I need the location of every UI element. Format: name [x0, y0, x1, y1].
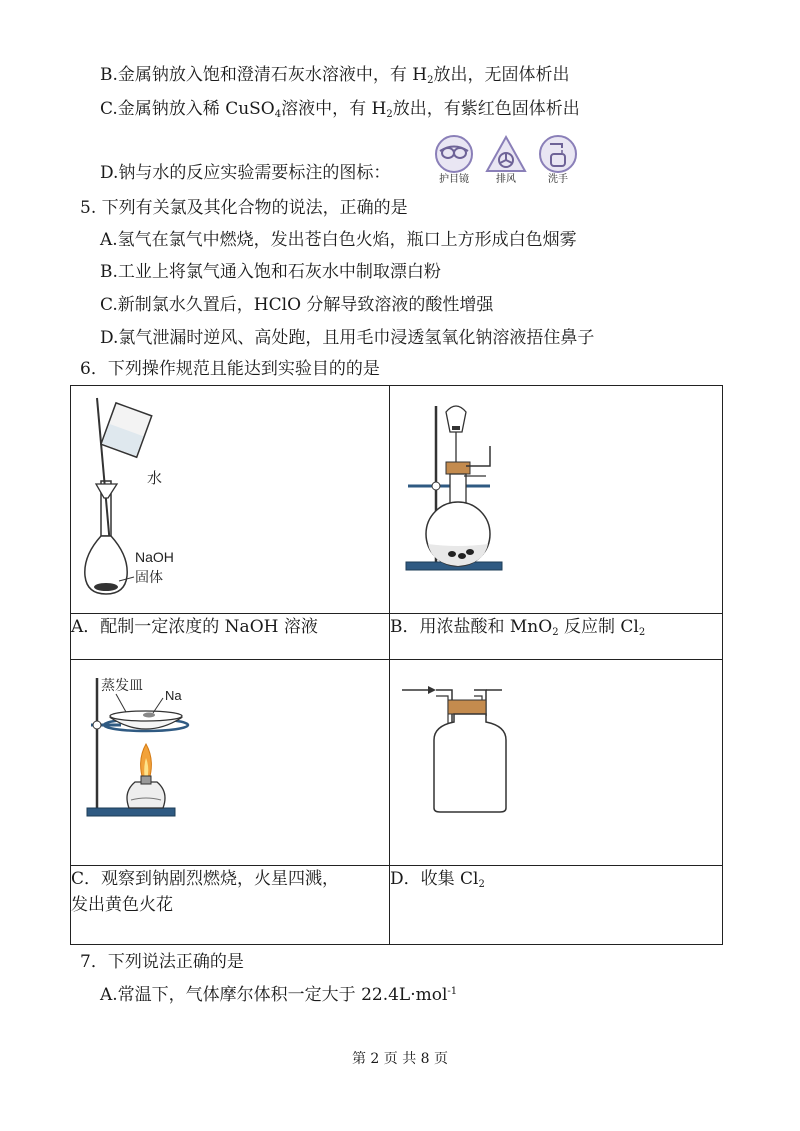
safety-icons	[432, 134, 582, 194]
q5-option-c: C.新制氯水久置后，HClO 分解导致溶液的酸性增强	[100, 295, 494, 315]
label-naoh: NaOH	[135, 549, 174, 565]
label-solid: 固体	[135, 569, 163, 585]
q5-option-d: D.氯气泄漏时逆风、高处跑，且用毛巾浸透氢氧化钠溶液捂住鼻子	[100, 328, 595, 348]
q5-option-b: B.工业上将氯气通入饱和石灰水中制取漂白粉	[100, 262, 441, 282]
q4-option-c: C.金属钠放入稀 CuSO$_4$溶液中，有 $H_2$放出，有紫红色固体析出	[100, 99, 580, 120]
caption-b: B．用浓盐酸和 MnO$_2$ 反应制 $Cl_2$	[390, 614, 723, 660]
q5-option-a: A.氢气在氯气中燃烧，发出苍白色火焰，瓶口上方形成白色烟雾	[100, 230, 577, 250]
q6-options-table	[70, 385, 723, 945]
figure-d-cell	[390, 660, 723, 866]
figure-chlorine-generator	[390, 386, 590, 612]
figure-b-cell	[390, 386, 723, 614]
figure-c-cell	[71, 660, 390, 866]
label-water: 水	[147, 470, 163, 487]
figure-a-cell	[71, 386, 390, 614]
ventilation-icon: 排风	[484, 134, 528, 186]
figure-gas-collection-bottle	[390, 660, 590, 864]
q7-stem: 7．下列说法正确的是	[80, 952, 244, 972]
page-footer: 第 2 页 共 8 页	[351, 1051, 449, 1067]
q4-option-b: B.金属钠放入饱和澄清石灰水溶液中，有 $H_2$放出，无固体析出	[100, 65, 570, 86]
handwash-icon: 洗手	[536, 134, 580, 186]
caption-d: D．收集 $Cl_2$	[390, 866, 723, 945]
q6-stem: 6．下列操作规范且能达到实验目的的是	[80, 359, 380, 379]
caption-c: C．观察到钠剧烈燃烧，火星四溅， 发出黄色火花	[71, 866, 390, 945]
caption-a: A．配制一定浓度的 NaOH 溶液	[71, 614, 390, 660]
label-evaporating-dish: 蒸发皿	[101, 677, 143, 693]
q5-stem: 5. 下列有关氯及其化合物的说法，正确的是	[80, 198, 408, 218]
goggles-icon: 护目镜	[432, 134, 476, 186]
figure-sodium-combustion	[71, 660, 271, 864]
q7-option-a: A.常温下，气体摩尔体积一定大于 22.4L·mol$^{-1}$	[100, 985, 458, 1005]
q4-option-d: D.钠与水的反应实验需要标注的图标：	[100, 163, 391, 183]
figure-volumetric-flask	[71, 386, 271, 612]
label-na: Na	[165, 688, 182, 703]
